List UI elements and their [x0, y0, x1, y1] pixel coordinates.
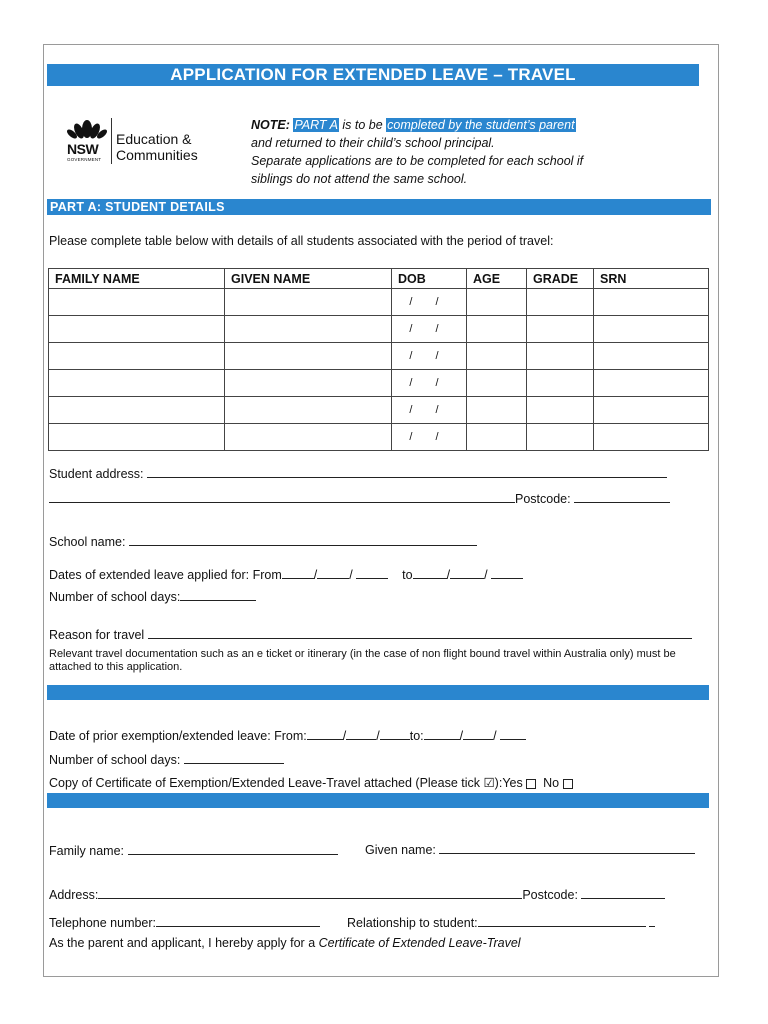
no-label: No [543, 776, 560, 790]
telephone-label: Telephone number: [49, 916, 157, 930]
srn-cell[interactable] [594, 343, 709, 370]
certificate-row [49, 775, 573, 790]
prior-to-day-field[interactable] [424, 727, 460, 740]
nsw-logo-text: NSW [67, 141, 99, 157]
note-text-1: is to be [338, 118, 387, 132]
given-name-cell[interactable] [225, 370, 392, 397]
prior-to-month-field[interactable] [463, 727, 493, 740]
note-line-2: and returned to their child’s school principal. [251, 136, 495, 150]
age-cell[interactable] [467, 343, 527, 370]
no-checkbox[interactable] [563, 779, 573, 789]
address-row [49, 886, 665, 902]
family-name-label: Family name: [49, 844, 125, 858]
department-line-2: Communities [116, 147, 198, 163]
prior-to-label: to: [409, 729, 424, 743]
to-month-field[interactable] [450, 566, 484, 579]
telephone-row [49, 914, 320, 930]
note-block [251, 116, 671, 188]
note-line-1 [251, 116, 671, 134]
school-days-field-2[interactable] [184, 751, 284, 764]
grade-cell[interactable] [527, 289, 594, 316]
age-cell[interactable] [467, 370, 527, 397]
given-name-cell[interactable] [225, 316, 392, 343]
postcode-row [49, 490, 670, 506]
student-details-table [48, 268, 709, 451]
parent-highlight: completed by the student’s parent [387, 118, 575, 132]
age-cell[interactable] [467, 424, 527, 451]
dob-cell[interactable]: / / [392, 424, 467, 451]
student-address-field[interactable] [147, 465, 667, 478]
srn-cell[interactable] [594, 397, 709, 424]
school-days-field[interactable] [180, 588, 256, 601]
age-cell[interactable] [467, 289, 527, 316]
documentation-note: Relevant travel documentation such as an e ticket or itinerary (in the case of non flight bound travel within Australia only) must be attached to this application. [49, 648, 676, 673]
table-row [49, 316, 709, 343]
given-name-cell[interactable] [225, 343, 392, 370]
dob-cell[interactable]: / / [392, 397, 467, 424]
address-field[interactable] [98, 886, 522, 899]
family-name-cell[interactable] [49, 370, 225, 397]
declaration-text: As the parent and applicant, I hereby apply for a [49, 936, 319, 950]
table-row [49, 370, 709, 397]
reason-label: Reason for travel [49, 628, 145, 642]
dob-cell[interactable]: / / [392, 289, 467, 316]
srn-cell[interactable] [594, 316, 709, 343]
grade-cell[interactable] [527, 370, 594, 397]
family-name-cell[interactable] [49, 289, 225, 316]
srn-cell[interactable] [594, 424, 709, 451]
reason-row [49, 626, 692, 642]
student-address-row [49, 465, 667, 481]
from-month-field[interactable] [317, 566, 349, 579]
header-grade: GRADE [527, 269, 594, 289]
department-line-1: Education & [116, 131, 192, 147]
age-cell[interactable] [467, 397, 527, 424]
postcode-field-2[interactable] [581, 886, 665, 899]
declaration [49, 936, 521, 950]
family-name-cell[interactable] [49, 424, 225, 451]
to-label: to [402, 568, 413, 582]
header-srn: SRN [594, 269, 709, 289]
family-name-cell[interactable] [49, 316, 225, 343]
srn-cell[interactable] [594, 370, 709, 397]
dob-cell[interactable]: / / [392, 343, 467, 370]
age-cell[interactable] [467, 316, 527, 343]
grade-cell[interactable] [527, 343, 594, 370]
given-name-cell[interactable] [225, 289, 392, 316]
header-given-name: GIVEN NAME [225, 269, 392, 289]
school-days-row-2 [49, 751, 284, 767]
given-name-cell[interactable] [225, 424, 392, 451]
table-intro: Please complete table below with details of all students associated with the period of travel: [49, 234, 554, 248]
table-row [49, 289, 709, 316]
note-line-3: Separate applications are to be completed for each school if [251, 154, 584, 168]
dob-cell[interactable]: / / [392, 316, 467, 343]
grade-cell[interactable] [527, 316, 594, 343]
student-address-field-2[interactable] [49, 490, 515, 503]
section-part-a-header: PART A: STUDENT DETAILS [47, 199, 711, 215]
school-name-field[interactable] [129, 533, 477, 546]
prior-to-year-field[interactable] [500, 727, 526, 740]
yes-checkbox[interactable] [526, 779, 536, 789]
given-name-cell[interactable] [225, 397, 392, 424]
prior-exemption-label: Date of prior exemption/extended leave: From: [49, 729, 307, 743]
form-title: APPLICATION FOR EXTENDED LEAVE – TRAVEL [47, 64, 699, 86]
prior-from-year-field[interactable] [380, 727, 410, 740]
to-year-field[interactable] [491, 566, 523, 579]
header-dob: DOB [392, 269, 467, 289]
school-name-label: School name: [49, 535, 126, 549]
reason-field[interactable] [148, 626, 692, 639]
family-name-row [49, 842, 338, 858]
school-days-label-2: Number of school days: [49, 753, 181, 767]
given-name-row [365, 841, 695, 857]
from-year-field[interactable] [356, 566, 388, 579]
relationship-row [347, 914, 655, 930]
family-name-field[interactable] [128, 842, 338, 855]
certificate-label: Copy of Certificate of Exemption/Extended Leave-Travel attached (Please tick ☑):Yes [49, 776, 523, 790]
table-row [49, 343, 709, 370]
government-logo-text: GOVERNMENT [67, 157, 102, 162]
logo-divider [111, 118, 112, 164]
section-divider-bar-1 [47, 685, 709, 700]
leave-dates-row: Dates of extended leave applied for: From / / to / / [49, 566, 523, 582]
note-line-4: siblings do not attend the same school. [251, 172, 468, 186]
school-days-row [49, 588, 256, 604]
table-body [49, 289, 709, 451]
telephone-field[interactable] [156, 914, 320, 927]
section-divider-bar-2 [47, 793, 709, 808]
dob-cell[interactable]: / / [392, 370, 467, 397]
relationship-field[interactable] [478, 914, 646, 927]
grade-cell[interactable] [527, 397, 594, 424]
table-row [49, 397, 709, 424]
table-row [49, 424, 709, 451]
waratah-logo-icon [66, 116, 108, 142]
address-label: Address: [49, 888, 99, 902]
school-days-label: Number of school days: [49, 590, 181, 604]
school-name-row [49, 533, 477, 549]
header-family-name: FAMILY NAME [49, 269, 225, 289]
part-a-highlight: PART A [294, 118, 338, 132]
postcode-label: Postcode: [515, 492, 571, 506]
leave-dates-label: Dates of extended leave applied for: [49, 568, 250, 582]
table-header-row [49, 269, 709, 289]
department-name [116, 131, 198, 163]
prior-exemption-row: Date of prior exemption/extended leave: From: / / to: / / [49, 727, 526, 743]
student-address-label: Student address: [49, 467, 144, 481]
note-label: NOTE: [251, 118, 290, 132]
family-name-cell[interactable] [49, 343, 225, 370]
grade-cell[interactable] [527, 424, 594, 451]
to-day-field[interactable] [413, 566, 447, 579]
srn-cell[interactable] [594, 289, 709, 316]
family-name-cell[interactable] [49, 397, 225, 424]
header-age: AGE [467, 269, 527, 289]
from-day-field[interactable] [282, 566, 314, 579]
given-name-field[interactable] [439, 841, 695, 854]
postcode-field[interactable] [574, 490, 670, 503]
declaration-italic: Certificate of Extended Leave-Travel [318, 936, 521, 950]
prior-from-day-field[interactable] [307, 727, 343, 740]
relationship-field-end[interactable] [649, 914, 655, 927]
from-label: From [252, 568, 282, 582]
given-name-label: Given name: [365, 843, 436, 857]
postcode-label-2: Postcode: [522, 888, 578, 902]
prior-from-month-field[interactable] [346, 727, 376, 740]
relationship-label: Relationship to student: [347, 916, 478, 930]
